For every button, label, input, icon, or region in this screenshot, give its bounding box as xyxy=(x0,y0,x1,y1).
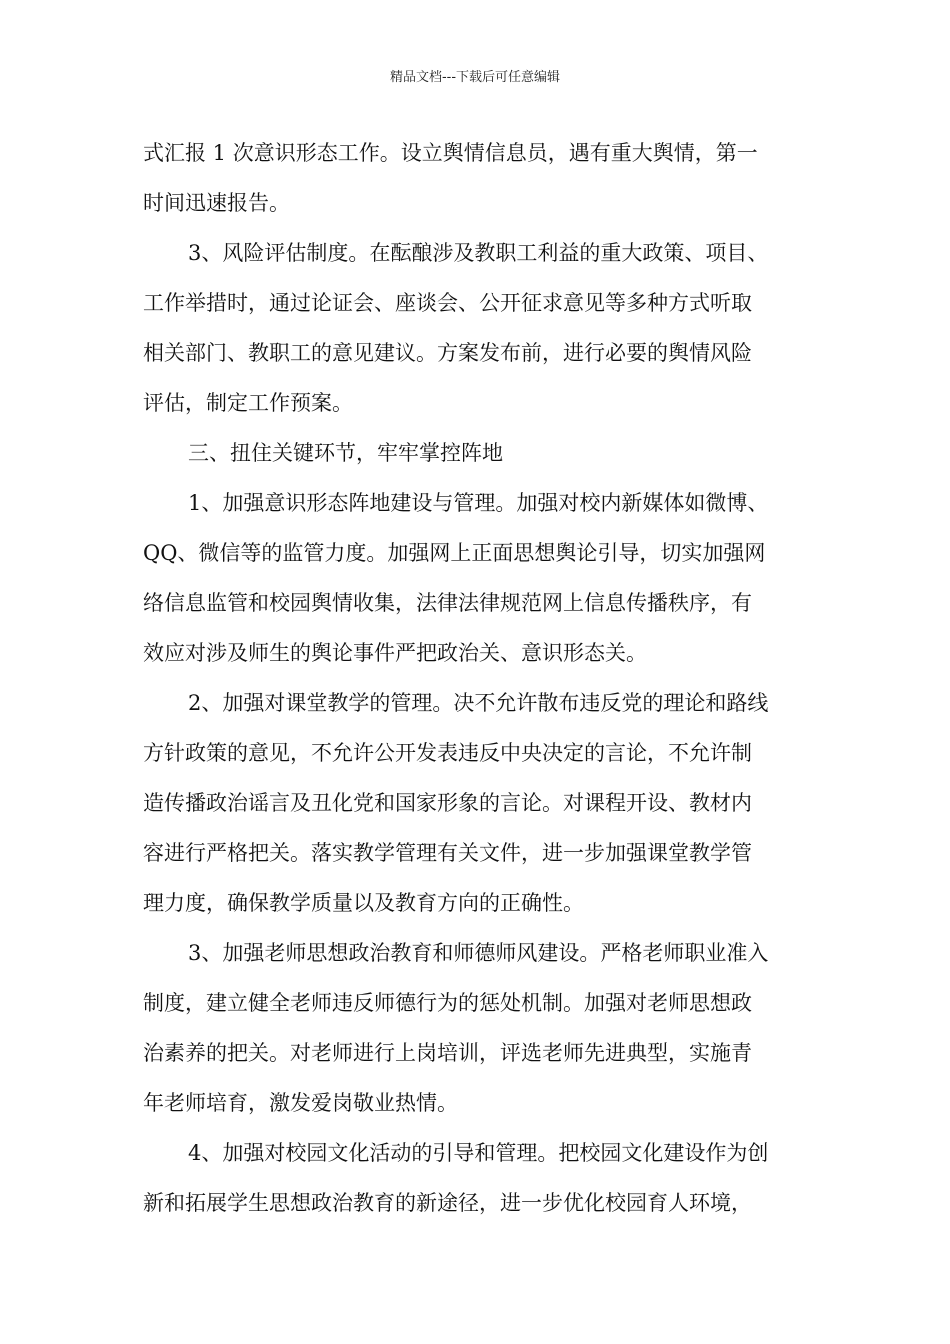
text-line: 3、加强老师思想政治教育和师德师风建设。严格老师职业准入 xyxy=(188,941,769,965)
text-line: 制度，建立健全老师违反师德行为的惩处机制。加强对老师思想政 xyxy=(143,991,752,1015)
text-line: 工作举措时，通过论证会、座谈会、公开征求意见等多种方式听取 xyxy=(143,291,752,315)
text-line: 2、加强对课堂教学的管理。决不允许散布违反党的理论和路线 xyxy=(188,691,769,715)
text-line: 方针政策的意见，不允许公开发表违反中央决定的言论，不允许制 xyxy=(143,741,752,765)
section-heading: 三、扭住关键环节，牢牢掌控阵地 xyxy=(188,441,503,465)
text-line: 治素养的把关。对老师进行上岗培训，评选老师先进典型，实施青 xyxy=(143,1041,752,1065)
text-line: 年老师培育，激发爱岗敬业热情。 xyxy=(143,1091,458,1115)
text-line: 相关部门、教职工的意见建议。方案发布前，进行必要的舆情风险 xyxy=(143,341,752,365)
document-body xyxy=(143,128,823,1228)
text-line: 络信息监管和校园舆情收集，法律法律规范网上信息传播秩序，有 xyxy=(143,591,752,615)
text-line: 1、加强意识形态阵地建设与管理。加强对校内新媒体如微博、 xyxy=(188,491,769,515)
page-header: 精品文档---下载后可任意编辑 xyxy=(389,70,561,85)
text-line: 效应对涉及师生的舆论事件严把政治关、意识形态关。 xyxy=(143,641,647,665)
text-line: 造传播政治谣言及丑化党和国家形象的言论。对课程开设、教材内 xyxy=(143,791,752,815)
text-line: 时间迅速报告。 xyxy=(143,191,290,215)
text-line: 3、风险评估制度。在酝酿涉及教职工利益的重大政策、项目、 xyxy=(188,241,769,265)
text-line: 评估，制定工作预案。 xyxy=(143,391,353,415)
text-line: 4、加强对校园文化活动的引导和管理。把校园文化建设作为创 xyxy=(188,1141,769,1165)
text-line: 理力度，确保教学质量以及教育方向的正确性。 xyxy=(143,891,584,915)
text-line: 容进行严格把关。落实教学管理有关文件，进一步加强课堂教学管 xyxy=(143,841,752,865)
text-line: QQ、微信等的监管力度。加强网上正面思想舆论引导，切实加强网 xyxy=(143,541,766,565)
text-line: 式汇报 1 次意识形态工作。设立舆情信息员，遇有重大舆情，第一 xyxy=(143,141,758,165)
text-line: 新和拓展学生思想政治教育的新途径，进一步优化校园育人环境， xyxy=(143,1191,752,1215)
